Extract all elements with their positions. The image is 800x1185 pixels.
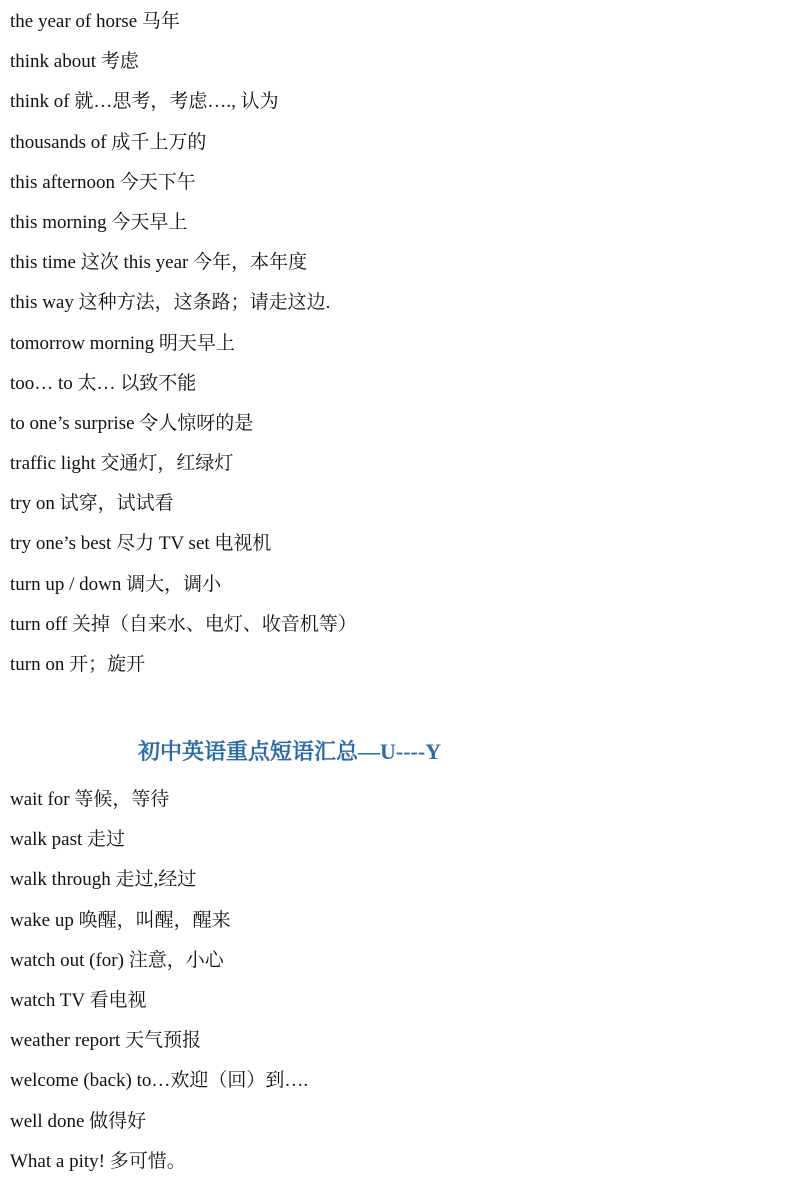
list-item: thousands of 成千上万的	[10, 131, 207, 153]
list-item: wait for 等候，等待	[10, 789, 170, 810]
list-item: the year of horse 马年	[10, 11, 180, 32]
list-item: watch out (for) 注意，小心	[10, 949, 224, 971]
list-item: turn off 关掉（自来水、电灯、收音机等）	[10, 613, 357, 635]
list-item: to one’s surprise 令人惊呀的是	[10, 412, 254, 434]
list-item: too… to 太… 以致不能	[10, 372, 197, 394]
list-item: think about 考虑	[10, 51, 139, 73]
list-item: this time 这次 this year 今年，本年度	[10, 252, 308, 274]
list-item: watch TV 看电视	[10, 989, 147, 1011]
list-item: wake up 唤醒，叫醒，醒来	[10, 909, 231, 931]
list-item: traffic light 交通灯，红绿灯	[10, 453, 234, 475]
list-item: turn up / down 调大，调小	[10, 573, 222, 595]
list-item: walk through 走过,经过	[10, 869, 197, 891]
phrase-list-u-y	[10, 780, 790, 1182]
list-item: try on 试穿，试试看	[10, 493, 174, 515]
list-item: think of 就…思考，考虑…., 认为	[10, 91, 279, 113]
list-item: What a pity! 多可惜。	[10, 1150, 186, 1172]
list-item: this morning 今天早上	[10, 211, 188, 233]
list-item: walk past 走过	[10, 829, 126, 851]
list-item: this afternoon 今天下午	[10, 171, 196, 193]
list-item: welcome (back) to…欢迎（回）到….	[10, 1070, 309, 1092]
list-item: well done 做得好	[10, 1110, 147, 1132]
list-item: tomorrow morning 明天早上	[10, 332, 235, 354]
list-item: try one’s best 尽力 TV set 电视机	[10, 533, 272, 555]
list-item: turn on 开；旋开	[10, 654, 146, 675]
section-heading: 初中英语重点短语汇总—U----Y	[138, 739, 442, 764]
list-item: this way 这种方法，这条路；请走这边.	[10, 292, 331, 314]
phrase-list-t	[10, 2, 790, 685]
list-item: weather report 天气预报	[10, 1030, 201, 1052]
